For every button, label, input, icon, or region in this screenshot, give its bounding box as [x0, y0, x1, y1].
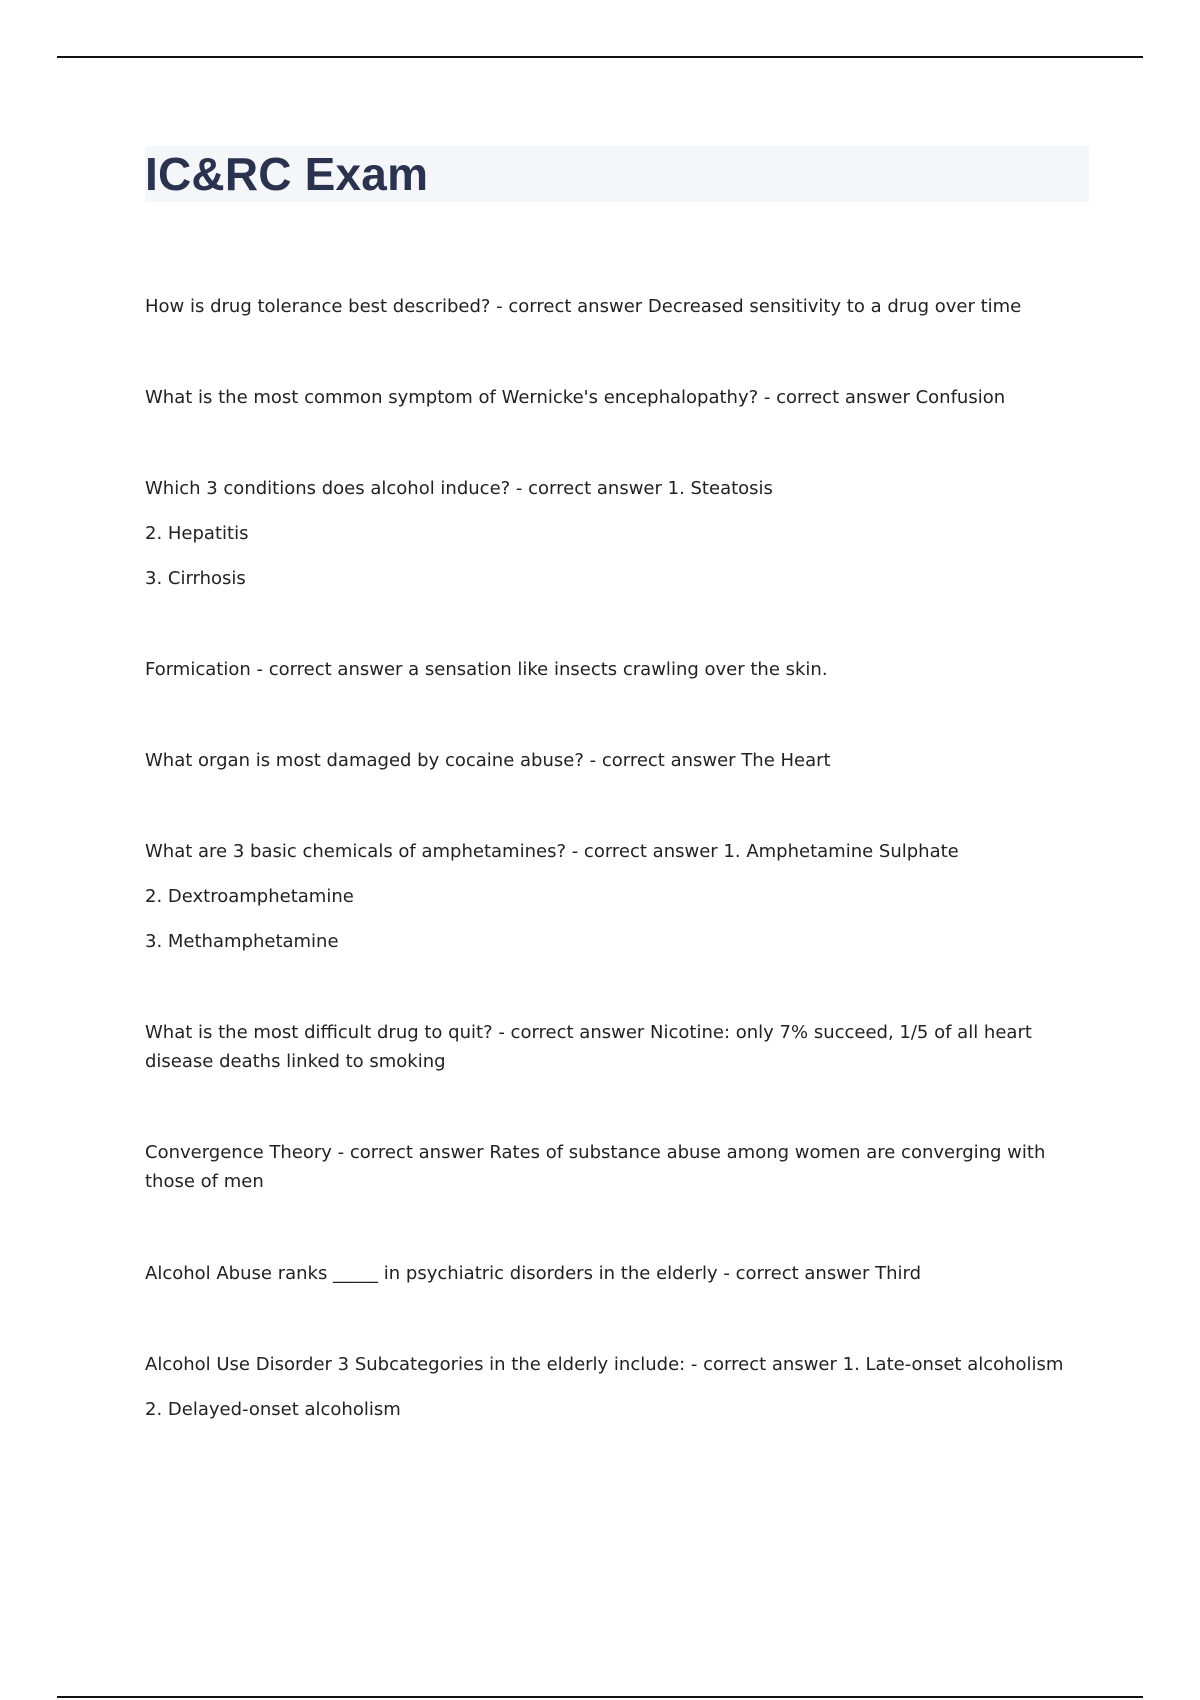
qa-text: How is drug tolerance best described? - correct answer Decreased sensitivity to a drug over time [145, 296, 1022, 317]
qa-list-item: 2. Dextroamphetamine [145, 886, 354, 907]
qa-text: Convergence Theory - correct answer Rates of substance abuse among women are converging with those of men [145, 1142, 1046, 1192]
qa-text: Formication - correct answer a sensation like insects crawling over the skin. [145, 659, 828, 680]
qa-entry [145, 383, 1065, 412]
qa-text: What is the most difficult drug to quit? - correct answer Nicotine: only 7% succeed, 1/5 of all heart disease deaths linked to smoking [145, 1022, 1032, 1072]
page-title: IC&RC Exam [145, 148, 429, 200]
qa-entry [145, 474, 1065, 593]
qa-entry [145, 655, 1065, 684]
qa-entry [145, 1350, 1065, 1424]
qa-entry [145, 837, 1065, 956]
qa-list-item: 2. Hepatitis [145, 523, 249, 544]
qa-entry [145, 1018, 1065, 1076]
qa-text: What are 3 basic chemicals of amphetamines? - correct answer 1. Amphetamine Sulphate [145, 841, 959, 862]
qa-entry [145, 1259, 1065, 1288]
qa-list-item: 3. Cirrhosis [145, 568, 246, 589]
qa-list-item: 2. Delayed-onset alcoholism [145, 1399, 401, 1420]
qa-text: What is the most common symptom of Wernicke's encephalopathy? - correct answer Confusion [145, 387, 1006, 408]
bottom-rule [57, 1696, 1143, 1698]
qa-text: Which 3 conditions does alcohol induce? - correct answer 1. Steatosis [145, 478, 773, 499]
top-rule [57, 56, 1143, 58]
qa-text: What organ is most damaged by cocaine abuse? - correct answer The Heart [145, 750, 831, 771]
qa-text: Alcohol Abuse ranks _____ in psychiatric disorders in the elderly - correct answer Third [145, 1263, 922, 1284]
qa-entry [145, 1138, 1065, 1196]
qa-text: Alcohol Use Disorder 3 Subcategories in the elderly include: - correct answer 1. Late-onset alcoholism [145, 1354, 1064, 1375]
qa-list-item: 3. Methamphetamine [145, 931, 339, 952]
qa-entry [145, 292, 1065, 321]
qa-entry [145, 746, 1065, 775]
